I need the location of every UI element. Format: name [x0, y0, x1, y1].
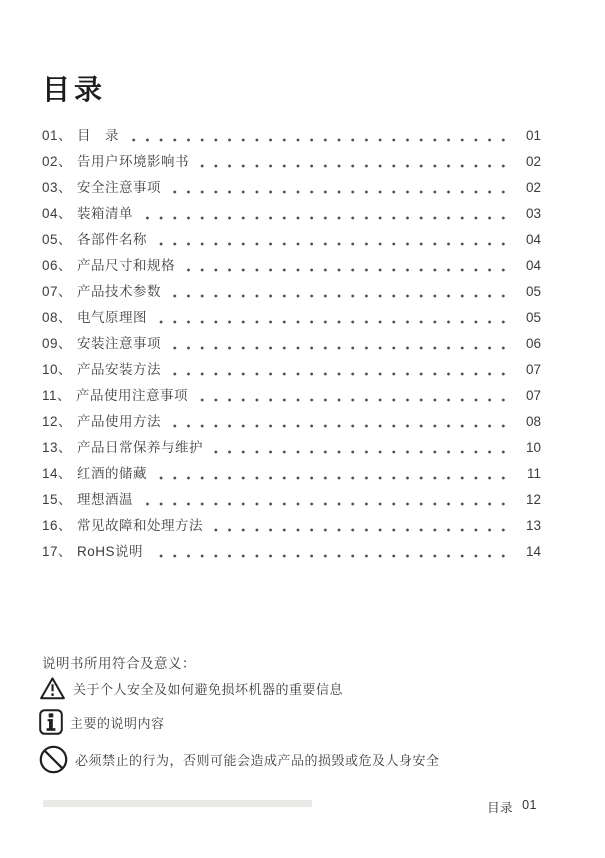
toc-dot-leader: [171, 190, 515, 194]
toc-item: [42, 439, 541, 457]
toc-item-title: 装箱清单: [77, 206, 134, 221]
toc-item: [42, 231, 541, 249]
toc-item: [42, 491, 541, 509]
toc-item-title: 产品技术参数: [77, 284, 162, 299]
toc-dot-leader: [213, 528, 515, 532]
toc-item-number: 08、: [42, 310, 73, 325]
toc-dot-leader: [157, 320, 515, 324]
toc-item: [42, 361, 541, 379]
toc-item-page: 05: [525, 310, 541, 325]
toc-item: [42, 335, 541, 353]
toc-item-title: 安装注意事项: [77, 336, 162, 351]
toc-item-title: 产品使用方法: [77, 414, 162, 429]
symbol-row-info: [39, 709, 165, 735]
toc-dot-leader: [171, 372, 515, 376]
toc-item-title: 各部件名称: [77, 232, 148, 247]
toc-item-number: 09、: [42, 336, 73, 351]
symbols-heading: 说明书所用符合及意义：: [42, 656, 196, 671]
toc-dot-leader: [198, 398, 515, 402]
footer-page-number: 01: [522, 798, 537, 812]
toc-item: [42, 517, 541, 535]
toc-item-page: 14: [525, 544, 541, 559]
toc-item-title: 产品尺寸和规格: [77, 258, 176, 273]
toc-item-title: 红酒的储藏: [77, 466, 148, 481]
footer-page-indicator: [487, 798, 537, 816]
toc-item-page: 04: [525, 258, 541, 273]
toc-dot-leader: [157, 476, 515, 480]
toc-item-number: 12、: [42, 414, 73, 429]
toc-item-page: 02: [525, 180, 541, 195]
toc-item-number: 05、: [42, 232, 73, 247]
toc-item-page: 02: [525, 154, 541, 169]
toc-item-number: 06、: [42, 258, 73, 273]
info-icon: [39, 709, 63, 735]
toc-dot-leader: [171, 346, 515, 350]
toc-item-page: 07: [525, 362, 541, 377]
toc-item-title: 安全注意事项: [77, 180, 162, 195]
toc-item: [42, 153, 541, 171]
toc-item-page: 12: [525, 492, 541, 507]
toc-item-number: 01、: [42, 128, 73, 143]
toc-item-title: 理想酒温: [77, 492, 134, 507]
toc-item-title: 产品使用注意事项: [76, 388, 189, 403]
toc-item-number: 13、: [42, 440, 73, 455]
toc-item: [42, 127, 541, 145]
toc-item-number: 14、: [42, 466, 73, 481]
toc-item: [42, 413, 541, 431]
toc-item-title: 常见故障和处理方法: [77, 518, 204, 533]
toc-dot-leader: [143, 216, 515, 220]
toc-item-page: 03: [525, 206, 541, 221]
toc-dot-leader: [129, 138, 515, 142]
toc-item-title: RoHS说明: [77, 544, 144, 559]
toc-item-number: 16、: [42, 518, 73, 533]
symbol-row-prohibition: [39, 745, 440, 774]
toc-item: [42, 179, 541, 197]
toc-item-page: 10: [525, 440, 541, 455]
symbol-row-warning: [39, 676, 343, 701]
toc-dot-leader: [143, 502, 515, 506]
toc-dot-leader: [213, 450, 515, 454]
toc-item-title: 目 录: [77, 128, 120, 143]
toc-item-page: 05: [525, 284, 541, 299]
warning-triangle-icon: [39, 676, 66, 701]
toc-item-number: 03、: [42, 180, 73, 195]
toc-dot-leader: [171, 294, 515, 298]
toc-item-page: 01: [525, 128, 541, 143]
symbol-text: 必须禁止的行为，否则可能会造成产品的损毁或危及人身安全: [75, 753, 440, 768]
toc-item: [42, 205, 541, 223]
toc-item-title: 产品日常保养与维护: [77, 440, 204, 455]
toc-item-number: 04、: [42, 206, 73, 221]
toc-item-page: 11: [526, 466, 541, 481]
toc-item-title: 电气原理图: [77, 310, 148, 325]
toc-dot-leader: [171, 424, 515, 428]
toc-item-title: 告用户环境影响书: [77, 154, 190, 169]
toc-item: [42, 387, 541, 405]
footer-divider-bar: [43, 800, 312, 807]
toc-item: [42, 283, 541, 301]
toc-dot-leader: [157, 242, 515, 246]
footer-section-label: 目录: [487, 801, 514, 815]
toc-item: [42, 309, 541, 327]
symbol-text: 主要的说明内容: [70, 715, 165, 731]
prohibition-icon: [39, 745, 68, 774]
toc-item: [42, 543, 541, 561]
toc-item-number: 07、: [42, 284, 73, 299]
toc-item-page: 06: [525, 336, 541, 351]
toc-item-page: 08: [525, 414, 541, 429]
toc-dot-leader: [185, 268, 515, 272]
toc-list: [42, 127, 541, 569]
toc-item-title: 产品安装方法: [77, 362, 162, 377]
toc-dot-leader: [153, 554, 515, 558]
page-title: 目录: [42, 74, 107, 105]
toc-item: [42, 465, 541, 483]
toc-item-page: 07: [525, 388, 541, 403]
toc-dot-leader: [199, 164, 515, 168]
toc-item: [42, 257, 541, 275]
toc-item-number: 17、: [42, 544, 73, 559]
toc-item-page: 04: [525, 232, 541, 247]
toc-item-number: 02、: [42, 154, 73, 169]
toc-item-page: 13: [525, 518, 541, 533]
toc-item-number: 15、: [42, 492, 73, 507]
symbol-text: 关于个人安全及如何避免损坏机器的重要信息: [73, 682, 344, 697]
toc-item-number: 10、: [42, 362, 73, 377]
toc-item-number: 11、: [42, 388, 72, 403]
